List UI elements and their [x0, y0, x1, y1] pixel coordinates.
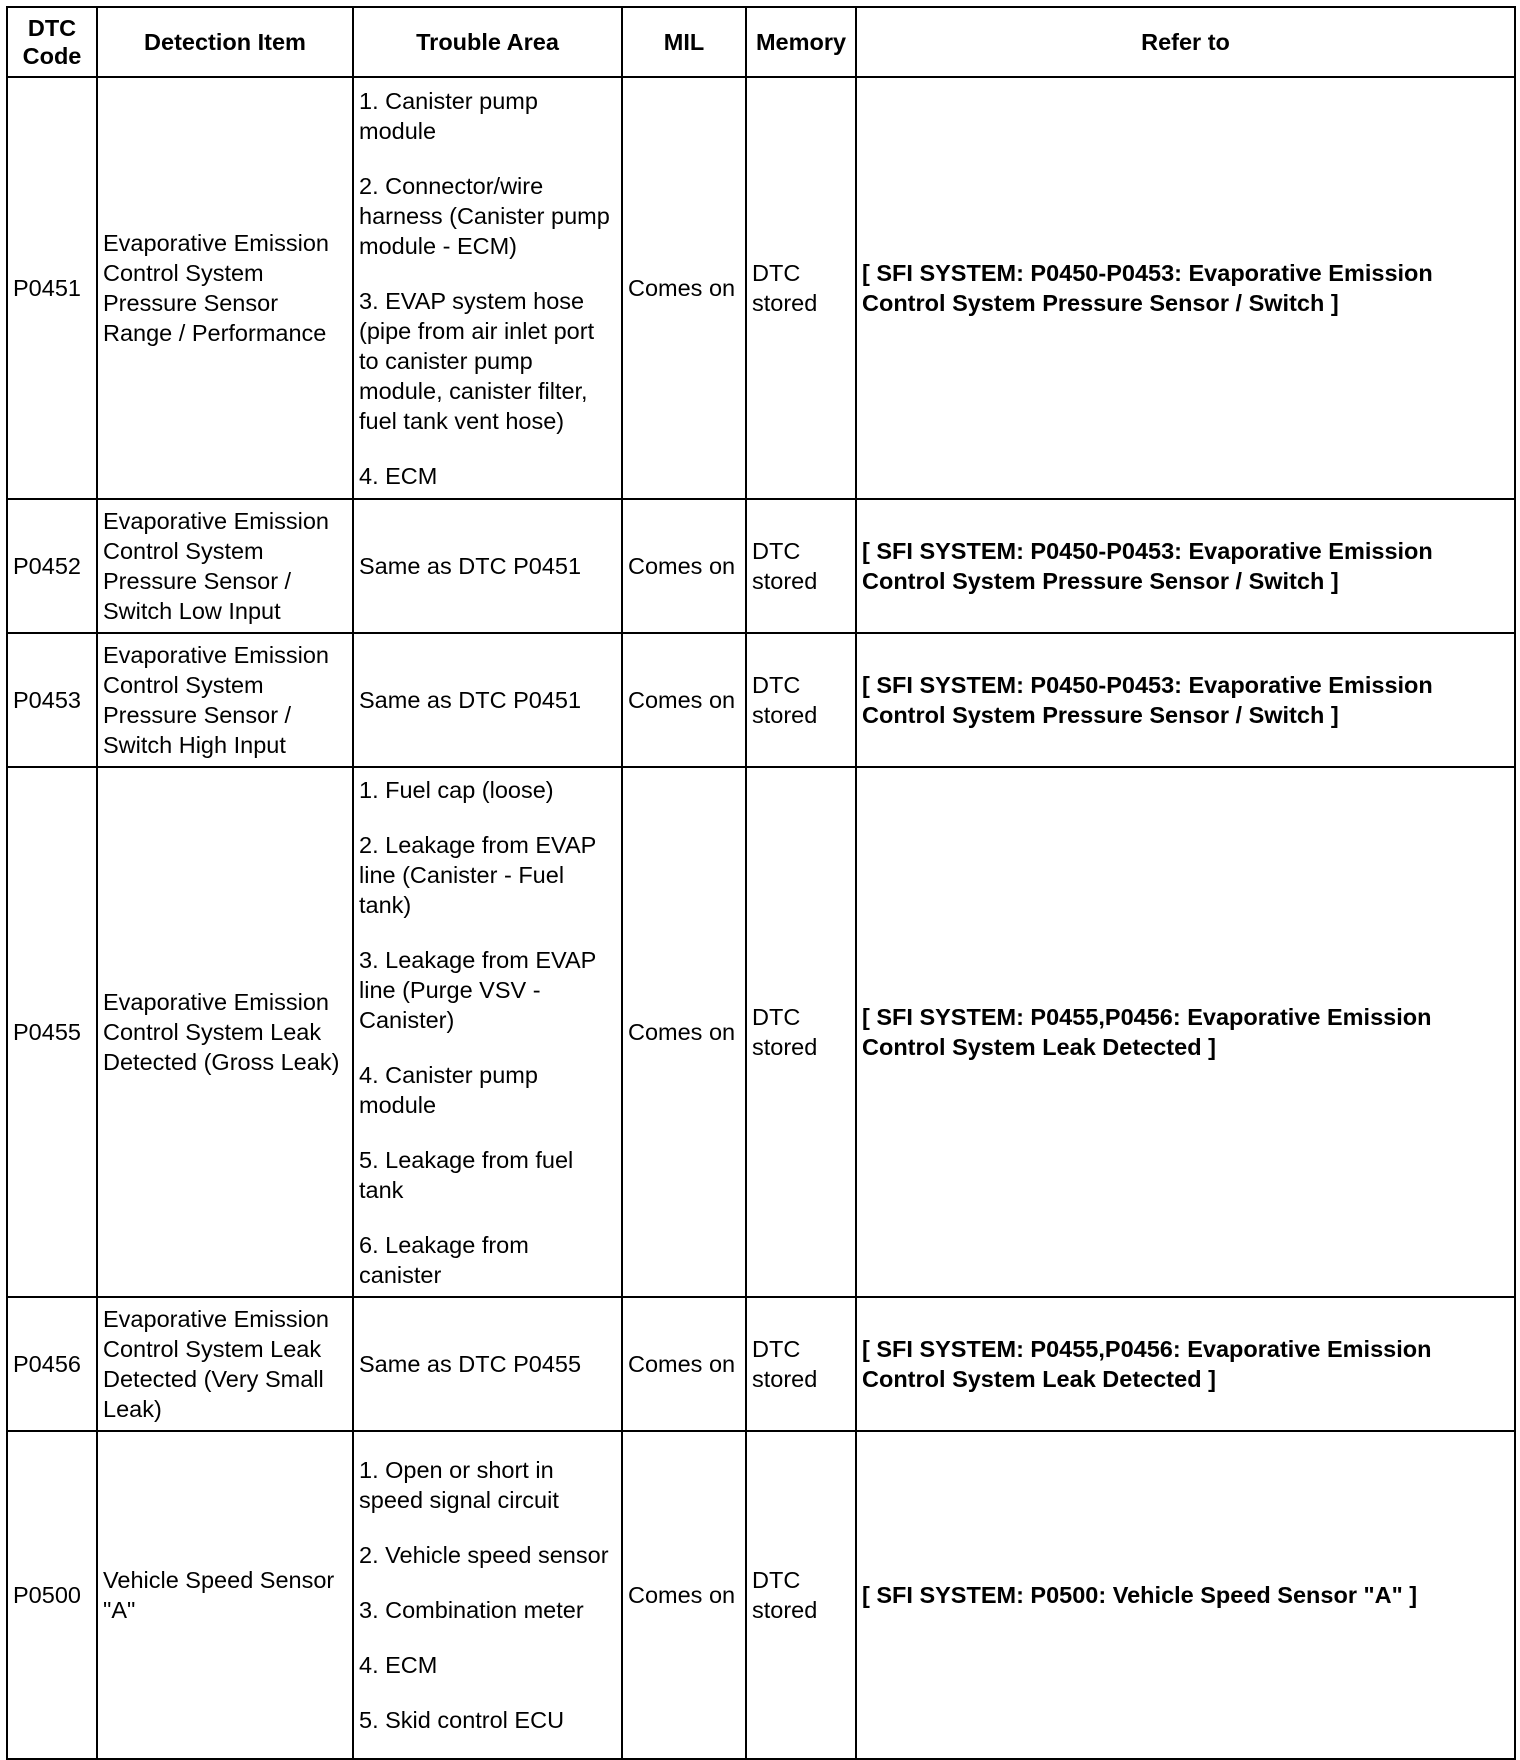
- trouble-area-item: Same as DTC P0455: [359, 1351, 582, 1377]
- dtc-code-cell: P0456: [7, 1297, 97, 1431]
- header-trouble-area: Trouble Area: [353, 7, 622, 77]
- table-row: [7, 767, 1515, 1297]
- detection-item-cell: Evaporative Emission Control System Leak Detected (Gross Leak): [97, 767, 353, 1297]
- dtc-table-container: [6, 6, 1516, 1760]
- memory-cell: DTC stored: [746, 767, 856, 1297]
- trouble-area-item: 1. Canister pump module: [359, 87, 538, 144]
- refer-to-link[interactable]: [ SFI SYSTEM: P0450-P0453: Evaporative Emission Control System Pressure Sensor / Switch ]: [856, 633, 1515, 767]
- refer-to-link[interactable]: [ SFI SYSTEM: P0455,P0456: Evaporative Emission Control System Leak Detected ]: [856, 1297, 1515, 1431]
- trouble-area-item: 5. Leakage from fuel tank: [359, 1146, 574, 1203]
- trouble-area-item: 4. ECM: [359, 1652, 438, 1678]
- memory-cell: DTC stored: [746, 1431, 856, 1759]
- table-header: [7, 7, 1515, 77]
- header-refer-to: Refer to: [856, 7, 1515, 77]
- table-row: [7, 1297, 1515, 1431]
- memory-cell: DTC stored: [746, 1297, 856, 1431]
- dtc-code-cell: P0455: [7, 767, 97, 1297]
- table-row: [7, 499, 1515, 633]
- table-body: [7, 77, 1515, 1759]
- detection-item-cell: Vehicle Speed Sensor "A": [97, 1431, 353, 1759]
- refer-to-link[interactable]: [ SFI SYSTEM: P0450-P0453: Evaporative Emission Control System Pressure Sensor / Switch ]: [856, 77, 1515, 499]
- trouble-area-item: 6. Leakage from canister: [359, 1231, 529, 1288]
- trouble-area-item: 3. EVAP system hose (pipe from air inlet port to canister pump module, canister filter, fuel tank vent hose): [359, 287, 595, 434]
- trouble-area-cell: [353, 77, 622, 499]
- trouble-area-item: Same as DTC P0451: [359, 687, 582, 713]
- dtc-code-cell: P0453: [7, 633, 97, 767]
- trouble-area-item: 4. ECM: [359, 462, 438, 489]
- mil-cell: Comes on: [622, 77, 746, 499]
- refer-to-link[interactable]: [ SFI SYSTEM: P0455,P0456: Evaporative Emission Control System Leak Detected ]: [856, 767, 1515, 1297]
- mil-cell: Comes on: [622, 499, 746, 633]
- header-mil: MIL: [622, 7, 746, 77]
- table-row: [7, 633, 1515, 767]
- trouble-area-cell: [353, 499, 622, 633]
- trouble-area-item: 2. Leakage from EVAP line (Canister - Fuel tank): [359, 831, 596, 918]
- trouble-area-item: 4. Canister pump module: [359, 1061, 538, 1118]
- trouble-area-cell: [353, 1431, 622, 1759]
- trouble-area-item: 1. Open or short in speed signal circuit: [359, 1457, 559, 1513]
- trouble-area-cell: [353, 633, 622, 767]
- detection-item-cell: Evaporative Emission Control System Pressure Sensor / Switch Low Input: [97, 499, 353, 633]
- trouble-area-item: 2. Connector/wire harness (Canister pump module - ECM): [359, 172, 610, 259]
- header-detection-item: Detection Item: [97, 7, 353, 77]
- trouble-area-item: 5. Skid control ECU: [359, 1707, 565, 1733]
- header-dtc-code: DTC Code: [7, 7, 97, 77]
- trouble-area-item: 3. Leakage from EVAP line (Purge VSV - Canister): [359, 946, 596, 1033]
- dtc-code-cell: P0452: [7, 499, 97, 633]
- detection-item-cell: Evaporative Emission Control System Pressure Sensor / Switch High Input: [97, 633, 353, 767]
- refer-to-link[interactable]: [ SFI SYSTEM: P0450-P0453: Evaporative Emission Control System Pressure Sensor / Switch ]: [856, 499, 1515, 633]
- mil-cell: Comes on: [622, 767, 746, 1297]
- table-row: [7, 77, 1515, 499]
- trouble-area-item: Same as DTC P0451: [359, 553, 582, 579]
- memory-cell: DTC stored: [746, 499, 856, 633]
- detection-item-cell: Evaporative Emission Control System Leak Detected (Very Small Leak): [97, 1297, 353, 1431]
- dtc-code-cell: P0451: [7, 77, 97, 499]
- memory-cell: DTC stored: [746, 633, 856, 767]
- mil-cell: Comes on: [622, 633, 746, 767]
- dtc-code-cell: P0500: [7, 1431, 97, 1759]
- refer-to-link[interactable]: [ SFI SYSTEM: P0500: Vehicle Speed Sensor "A" ]: [856, 1431, 1515, 1759]
- trouble-area-cell: [353, 767, 622, 1297]
- mil-cell: Comes on: [622, 1297, 746, 1431]
- dtc-table: [6, 6, 1516, 1760]
- trouble-area-item: 2. Vehicle speed sensor: [359, 1542, 609, 1568]
- mil-cell: Comes on: [622, 1431, 746, 1759]
- memory-cell: DTC stored: [746, 77, 856, 499]
- trouble-area-cell: [353, 1297, 622, 1431]
- table-row: [7, 1431, 1515, 1759]
- header-row: [7, 7, 1515, 77]
- trouble-area-item: 1. Fuel cap (loose): [359, 776, 554, 803]
- trouble-area-item: 3. Combination meter: [359, 1597, 584, 1623]
- detection-item-cell: Evaporative Emission Control System Pressure Sensor Range / Performance: [97, 77, 353, 499]
- header-memory: Memory: [746, 7, 856, 77]
